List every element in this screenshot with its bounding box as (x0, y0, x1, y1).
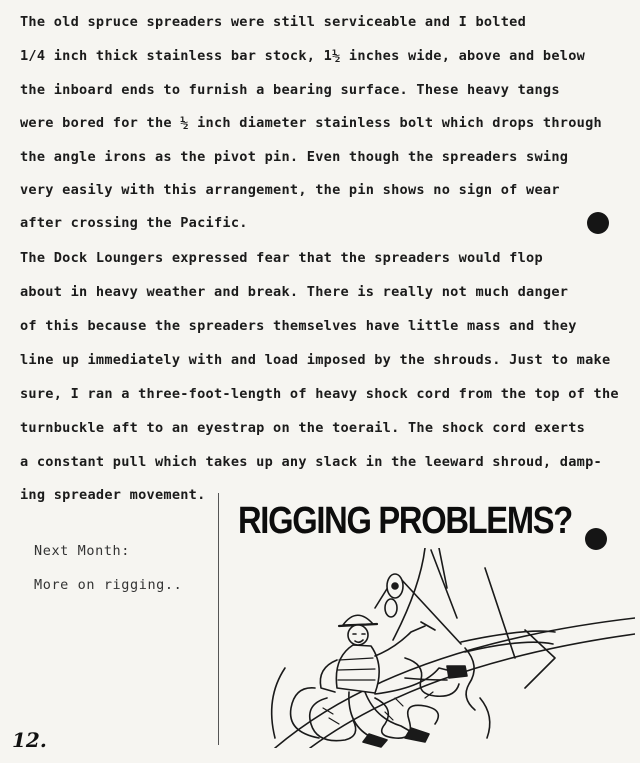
paragraph-2-line: line up immediately with and load imposed by the shrouds. Just to make (20, 352, 611, 368)
cartoon-divider (218, 493, 219, 745)
paragraph-1-line: the inboard ends to furnish a bearing surface. These heavy tangs (20, 82, 560, 98)
paragraph-1-line: The old spruce spreaders were still serviceable and I bolted (20, 14, 527, 30)
paragraph-2-line: a constant pull which takes up any slack in the leeward shroud, damp- (20, 454, 602, 470)
paragraph-1-line: very easily with this arrangement, the pin shows no sign of wear (20, 182, 560, 198)
sailor-tangled-in-rigging-icon (225, 548, 635, 748)
paragraph-1-line: after crossing the Pacific. (20, 215, 248, 231)
punch-hole-icon (587, 212, 609, 234)
paragraph-2-line: sure, I ran a three-foot-length of heavy shock cord from the top of the (20, 386, 619, 402)
paragraph-1-line: were bored for the ½ inch diameter stainless bolt which drops through (20, 115, 602, 131)
paragraph-2-line: of this because the spreaders themselves have little mass and they (20, 318, 577, 334)
paragraph-2-line: The Dock Loungers expressed fear that the spreaders would flop (20, 250, 543, 266)
next-month-label: Next Month: (34, 543, 131, 559)
paragraph-2-line: about in heavy weather and break. There is really not much danger (20, 284, 569, 300)
paragraph-2-line: ing spreader movement. (20, 487, 206, 503)
paragraph-1-line: 1/4 inch thick stainless bar stock, 1½ inches wide, above and below (20, 48, 586, 64)
page-number: 12. (12, 728, 47, 752)
paragraph-1-line: the angle irons as the pivot pin. Even though the spreaders swing (20, 149, 569, 165)
paragraph-2-line: turnbuckle aft to an eyestrap on the toerail. The shock cord exerts (20, 420, 586, 436)
punch-hole-icon (585, 528, 607, 550)
cartoon-headline: RIGGING PROBLEMS? (238, 500, 572, 542)
next-month-text: More on rigging.. (34, 577, 183, 593)
